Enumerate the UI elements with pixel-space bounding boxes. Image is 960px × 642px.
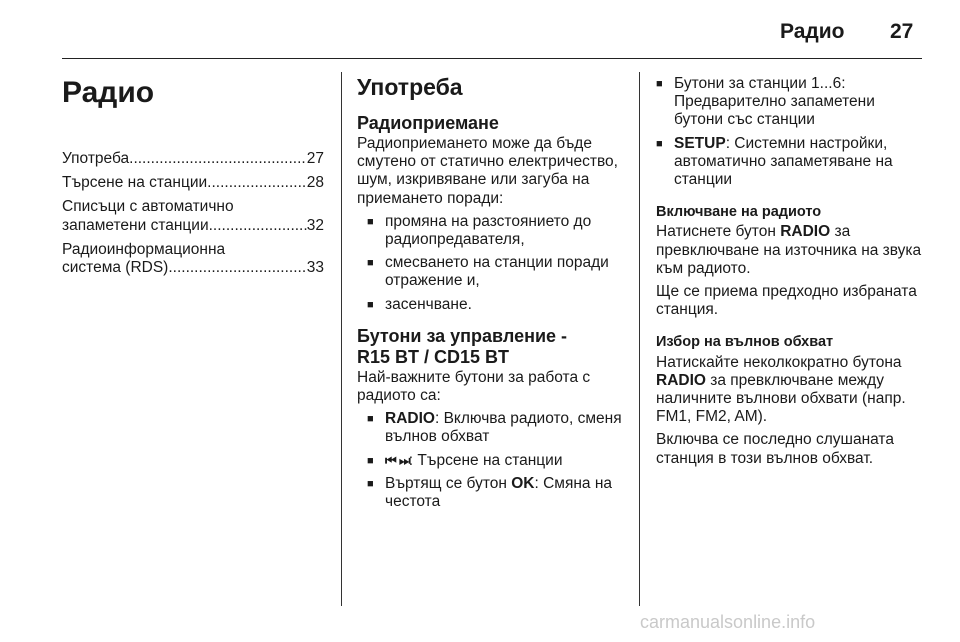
knob-desc: : Смяна на честота [385, 474, 613, 511]
toc-entry[interactable] [62, 150, 324, 168]
middle-column [357, 72, 627, 516]
controls-title-line2: R15 BT / CD15 BT [357, 346, 510, 367]
p1-radio-key: RADIO [780, 223, 831, 241]
switch-on-paragraph [656, 223, 928, 278]
toc-leader-dots [207, 174, 307, 192]
radio-desc: : Включва радиото, сменя вълнов обхват [385, 410, 622, 446]
toc-label: Употреба [62, 150, 130, 167]
heading-switch-on-radio: Включване на радиото [656, 204, 822, 221]
toc-label: система (RDS) [62, 259, 169, 277]
toc-page-number: 27 [306, 150, 324, 167]
list-item-setup [656, 135, 928, 190]
toc-label: Търсене на станции [62, 174, 208, 192]
p3-pre: Натискайте неколкократно бутона [656, 353, 902, 371]
toc-entry-last-line [62, 174, 324, 192]
radio-key-label: RADIO [385, 410, 435, 428]
column-divider-2 [639, 72, 640, 606]
section-title: Употреба [357, 74, 463, 100]
knob-pre: Въртящ се бутон [385, 474, 512, 492]
buttons-list [656, 75, 928, 189]
toc-entry[interactable] [62, 174, 324, 192]
toc-label: запаметени станции [62, 216, 209, 234]
list-item-radio [367, 410, 627, 446]
toc-entry-last-line [62, 217, 324, 235]
p3-radio-key: RADIO [656, 371, 706, 389]
toc-page-number: 32 [306, 216, 324, 234]
toc-column [62, 72, 324, 283]
toc-page-number: 28 [306, 174, 324, 192]
seek-desc: : Търсене на станции [408, 451, 563, 469]
toc-entry[interactable] [62, 241, 324, 277]
controls-list [367, 410, 627, 511]
header-rule [62, 58, 922, 59]
right-column [656, 72, 928, 473]
toc-entry-line: Списъци с автоматично [62, 198, 234, 216]
previous-station-paragraph: Ще се приема предходно избраната станция. [656, 283, 917, 319]
subsection-title-controls [357, 326, 627, 368]
list-item: ■ смесването на станции поради отражение и, [367, 254, 627, 290]
toc-page-number: 33 [306, 259, 324, 277]
select-band-paragraph [656, 354, 928, 427]
reception-reasons-list [367, 213, 627, 314]
table-of-contents [62, 150, 324, 277]
toc-entry[interactable] [62, 198, 324, 234]
reception-intro: Радиоприемането може да бъде смутено от статично електричество, шум, изкривяване или загуба на приемането поради: [357, 135, 618, 207]
chapter-title: Радио [62, 76, 155, 109]
list-item-seek [367, 452, 627, 470]
toc-entry-last-line [62, 150, 324, 168]
list-item: ■ промяна на разстоянието до радиопредавателя, [367, 213, 627, 249]
p1-pre: Натиснете бутон [656, 223, 781, 241]
list-item-station-buttons: ■ Бутони за станции 1...6: Предварително запаметени бутони със станции [656, 75, 928, 130]
column-divider-1 [341, 72, 342, 606]
p3-post: за превключване между наличните вълнови обхвати (напр. FM1, FM2, AM). [656, 371, 906, 426]
toc-leader-dots [129, 150, 307, 168]
toc-leader-dots [209, 217, 307, 235]
toc-entry-line: Радиоинформационна [62, 240, 226, 258]
setup-desc: : Системни настройки, автоматично запаметяване на станции [674, 134, 893, 189]
setup-key-label: SETUP [674, 134, 726, 152]
toc-leader-dots [168, 259, 306, 277]
page-header-title: Радио [780, 20, 845, 43]
controls-title-line1: Бутони за управление - [357, 325, 568, 346]
subsection-title-reception: Радиоприемане [357, 113, 499, 133]
page-number: 27 [890, 20, 914, 43]
p1-post: за превключване на източника на звука към радиото. [656, 223, 922, 277]
last-station-paragraph: Включва се последно слушаната станция в този вълнов обхват. [656, 431, 894, 467]
heading-select-band: Избор на вълнов обхват [656, 334, 834, 351]
toc-entry-last-line [62, 259, 324, 277]
seek-next-icon: ⏭ [399, 452, 409, 468]
controls-intro: Най-важните бутони за работа с радиото са: [357, 368, 591, 405]
watermark: carmanualsonline.info [640, 612, 816, 632]
seek-prev-icon: ⏮ [385, 452, 395, 468]
ok-key-label: OK [511, 474, 535, 492]
list-item-knob [367, 475, 627, 511]
list-item: ■ засенчване. [367, 296, 627, 314]
